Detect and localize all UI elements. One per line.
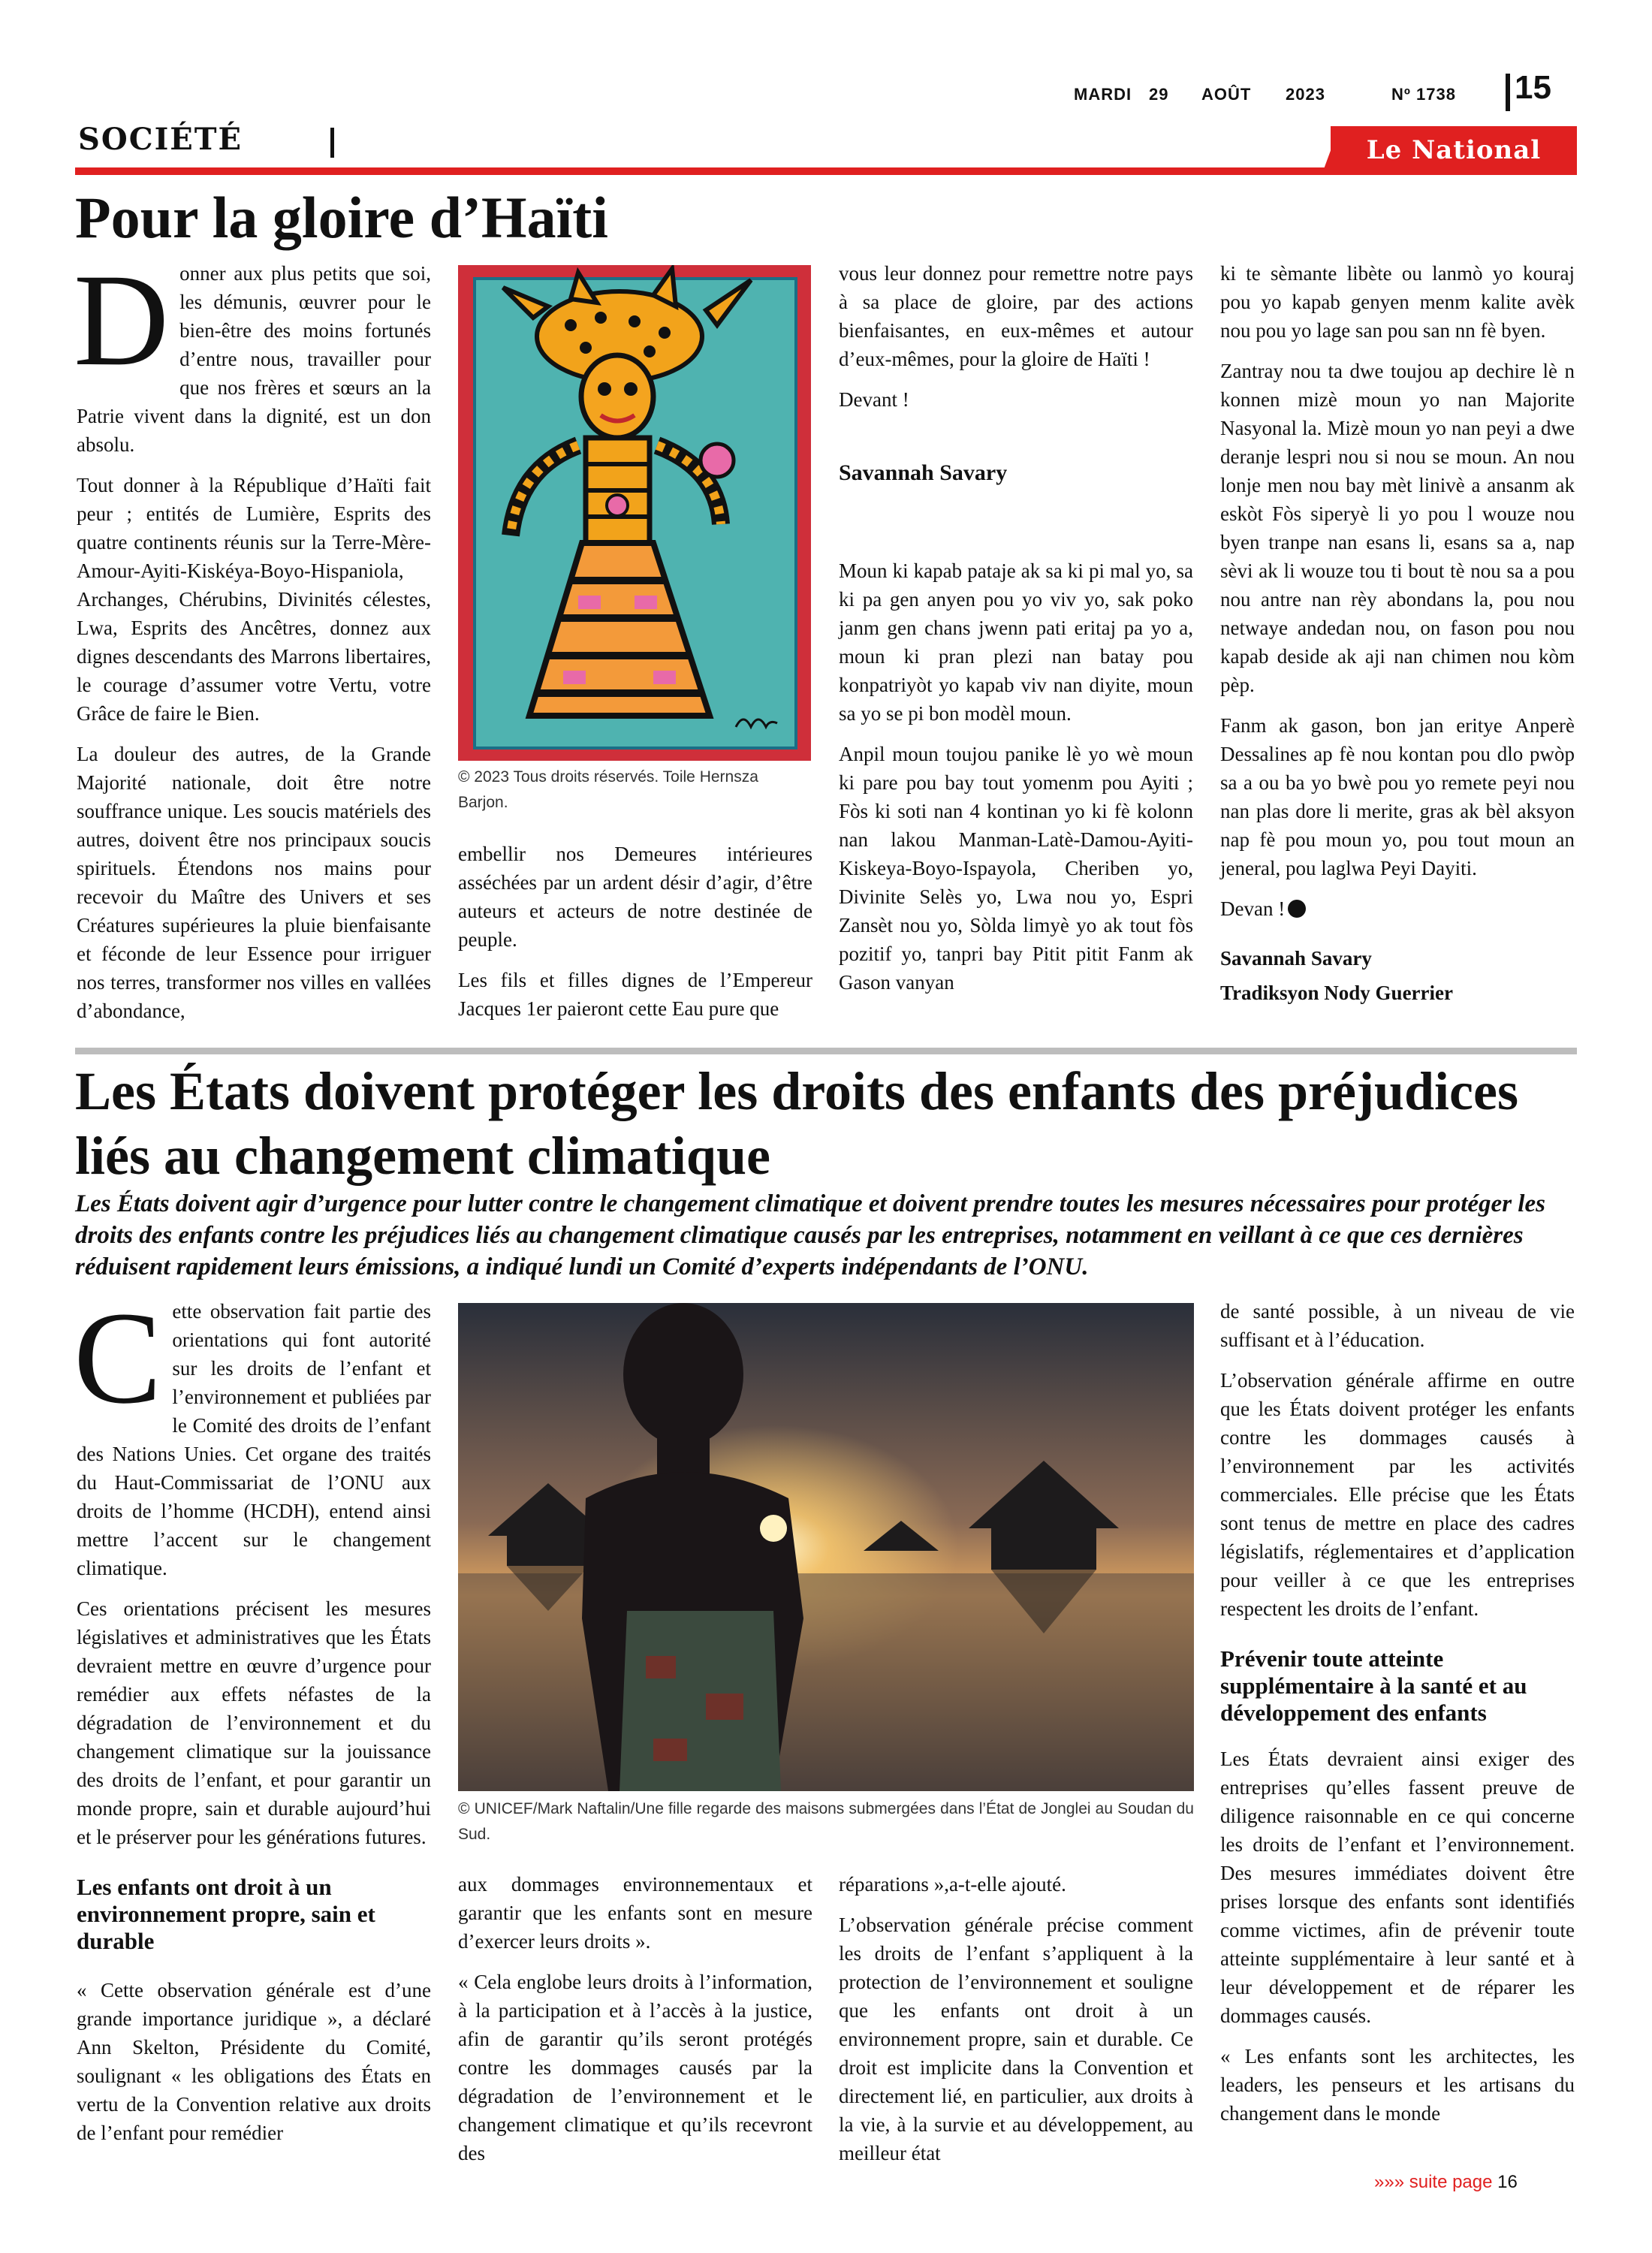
issue-date: 29	[1149, 85, 1169, 104]
article2-paragraph: Ces orientations précisent les mesures législatives et administratives que les États devraient mettre en œuvre d’urgence pour remédier aux effets néfastes de la dégradation de l’environnement et du changement climatique sur la jouissance des droits de l’enfant, et pour garantir un monde propre, sain et durable aujourd’hui et le préserver pour les générations futures.	[77, 1597, 431, 1848]
flood-photo-illustration	[458, 1303, 1194, 1791]
article1-paragraph: embellir nos Demeures intérieures asséchées par un ardent désir d’agir, d’être auteurs et acteurs de notre destinée de peuple.	[458, 843, 812, 951]
article2-para-text: ette observation fait partie des orientations qui font autorité sur les droits de l’enfant et l’environnement et publiées par le Comité des droits de l’enfant des Nations Unies. Cet organe des traités du Haut-Commissariat de l’ONU aux droits de l’homme (HCDH), entend ainsi mettre l’accent sur le changement climatique.	[77, 1300, 431, 1579]
painting-image	[458, 265, 811, 761]
section-divider	[330, 128, 334, 158]
issue-number: Nº 1738	[1391, 85, 1456, 104]
continuation-link[interactable]	[1374, 2172, 1518, 2193]
section-title: SOCIÉTÉ	[78, 122, 243, 157]
article1-author: Savannah Savary	[839, 460, 1008, 485]
end-mark-icon	[1288, 900, 1306, 918]
article1-end-paragraph	[1220, 894, 1575, 923]
article2-paragraph: « Cette observation générale est d’une grande importance juridique », a déclaré Ann Skelton, Présidente du Comité, soulignant « les obligations des États en vertu de la Convention relative aux droits de l’enfant pour remédier	[77, 1979, 431, 2144]
continuation-label: suite page	[1409, 2172, 1493, 2192]
page-number-divider	[1506, 74, 1510, 111]
article2-column-1	[74, 1285, 431, 2159]
article2-paragraph: « Cela englobe leurs droits à l’information, à la participation et à l’accès à la justice, afin de garantir qu’ils seront protégés contre les dommages causés par la dégradation de l’environnement et le changement climatique et qu’ils recevront des	[458, 1971, 812, 2164]
article1-column-2	[458, 840, 812, 1035]
article2-subheading-2: Prévenir toute atteinte supplémentaire à la santé et au développement des enfants	[1220, 1645, 1527, 1726]
article2-lede: Les États doivent agir d’urgence pour lutter contre le changement climatique et doivent prendre toutes les mesures nécessaires pour protéger les droits des enfants contre les préjudices liés au changement climatique causés par les entreprises, notamment en veillant à ce que ces dernières réduisent rapidement leurs émissions, a indiqué lundi un Comité d’experts indépendants de l’ONU.	[75, 1190, 1545, 1280]
article1-paragraph: vous leur donnez pour remettre notre pays à sa place de gloire, par des actions bienfaisantes, en eux-mêmes et autour d’eux-mêmes, pour la gloire de Haïti !	[839, 262, 1193, 370]
article1-paragraph: ki te sèmante libète ou lanmò yo kouraj pou yo kapab genyen menm kalite avèk nou pou yo lage san pou san nn fè byen.	[1220, 262, 1575, 342]
painting-caption: © 2023 Tous droits réservés. Toile Hernsza Barjon.	[458, 768, 758, 811]
painting-illustration	[458, 265, 811, 761]
article1-para-text: onner aux plus petits que soi, les démunis, œuvrer pour le bien-être des moins fortunés d’entre nous, travailler pour que nos frères et sœurs an la Patrie vivent dans la dignité, est un don absolu.	[77, 262, 431, 456]
article1-paragraph: Anpil moun toujou panike lè yo wè moun ki pare pou bay tout yomenm pou Ayiti ; Fòs ki soti nan 4 kontinan yo ki fè kolonn nan lakou Manman-Latè-Damou-Ayiti-Kiskeya-Boyo-Ispayola, Cheriben yo, Divinite Selès yo, Lwa nou yo, Espri Zansèt nou yo, Sòlda limyè yo ak tout fòs pozitif yo, tanpri bay Pitit pitit Fanm ak Gason vanyan	[839, 743, 1193, 994]
article2-paragraph: L’observation générale affirme en outre que les États doivent protéger les enfants contre les dommages causés à l’environnement par les activités commerciales. Elle précise que les États sont tenus de mettre en place des cadres législatifs, réglementaires et d’application pour veiller à ce que les entreprises respectent les droits de l’enfant.	[1220, 1369, 1575, 1620]
continuation-arrows-icon: »»»	[1374, 2172, 1405, 2192]
issue-month: AOÛT	[1201, 85, 1252, 104]
photo-caption: © UNICEF/Mark Naftalin/Une fille regarde des maisons submergées dans l’État de Jonglei au Soudan du Sud.	[458, 1800, 1194, 1843]
article1-column-1	[74, 247, 431, 1037]
article1-paragraph: Zantray nou ta dwe toujou ap dechire lè n konnen mizè moun yo nan Majorite Nasyonal la. Mizè moun yo nan peyi a dwe deranje lespri nou si nou se moun. An nou lonje men nou bay mèt linivè a ansanm ak eskòt Fòs siperyè li yo pou l wouze nou byen tranpe nan esans li, esans sa a, nap sèvi ak li wouze tou ti bout tè nou sa a pou nou antre nan rèy abondans la, pou nou netwaye andedan nou, on fason pou nou kapab deside ak aji nan chimen nou kòm pèp.	[1220, 360, 1575, 696]
article1-paragraph: Tout donner à la République d’Haïti fait peur ; entités de Lumière, Esprits des quatre continents réunis sur la Terre-Mère-Amour-Ayiti-Kiskéya-Boyo-Hispaniola, Archanges, Chérubins, Divinités célestes, Lwa, Esprits des Ancêtres, donnez aux dignes descendants des Marrons libertaires, le courage d’assumer votre Vertu, votre Grâce de faire le Bien.	[77, 474, 431, 725]
article1-para-text: Devan !	[1220, 897, 1286, 920]
article2-paragraph	[74, 1285, 431, 1582]
article1-signature-translator: Tradiksyon Nody Guerrier	[1220, 982, 1453, 1004]
article2-dropcap: C	[74, 1285, 162, 1431]
article2-column-2	[458, 1870, 812, 2179]
article2-column-3	[839, 1870, 1193, 2179]
publication-logo: Le National	[1331, 126, 1577, 175]
flood-photo	[458, 1303, 1194, 1791]
article2-paragraph: de santé possible, à un niveau de vie suffisant et à l’éducation.	[1220, 1300, 1575, 1351]
issue-day: MARDI	[1074, 85, 1132, 104]
article1-paragraph: La douleur des autres, de la Grande Majorité nationale, doit être notre souffrance unique. Les soucis matériels des autres, doivent être nos principaux soucis spirituels. Étendons nos mains pour recevoir du Maître des Univers et ses Créatures supérieures la pluie bienfaisante et féconde de leur Essence pour irriguer nos terres, transformer nos villes en vallées d’abondance,	[77, 743, 431, 1022]
article2-title: Les États doivent protéger les droits des enfants des préjudices liés au changement climatique	[75, 1061, 1518, 1186]
article2-subheading-1: Les enfants ont droit à un environnement propre, sain et durable	[77, 1874, 375, 1954]
article1-column-3	[839, 259, 1193, 1009]
article2-paragraph: réparations »,a-t-elle ajouté.	[839, 1873, 1066, 1896]
article2-paragraph: « Les enfants sont les architectes, les leaders, les penseurs et les artisans du changement dans le monde	[1220, 2045, 1575, 2125]
article2-paragraph: aux dommages environnementaux et garantir que les enfants sont en mesure d’exercer leurs droits ».	[458, 1873, 812, 1953]
article-divider	[75, 1048, 1577, 1054]
article1-paragraph: Moun ki kapab pataje ak sa ki pi mal yo, sa ki pa gen anyen pou yo viv yo, sak poko janm gen chans jwenn pati eritaj pa yo a, moun ki pran plezi nan batay pou konpatriyòt yo kapab viv nan diyite, moun sa yo se pi bon modèl moun.	[839, 559, 1193, 725]
article2-paragraph: L’observation générale précise comment les droits de l’enfant s’appliquent à la protection de l’environnement et souligne que les enfants ont droit à un environnement propre, sain et durable. Ce droit est implicite dans la Convention et directement lié, en particulier, aux droits à la vie, à la survie et au développement, au meilleur état	[839, 1914, 1193, 2164]
article2-paragraph: Les États devraient ainsi exiger des entreprises qu’elles fassent preuve de diligence raisonnable en ce qui concerne les droits de l’enfant et l’environnement. Des mesures immédiates doivent être prises lorsque des enfants sont identifiés comme victimes, afin de prévenir toute atteinte supplémentaire à leur santé et à leur développement et de réparer les dommages causés.	[1220, 1748, 1575, 2027]
page-number: 15	[1515, 69, 1551, 106]
article1-paragraph	[74, 247, 431, 459]
article1-paragraph: Les fils et filles dignes de l’Empereur Jacques 1er paieront cette Eau pure que	[458, 969, 812, 1020]
article2-column-4	[1220, 1297, 1575, 2140]
article1-column-4	[1220, 259, 1575, 1007]
article1-dropcap: D	[74, 247, 170, 394]
continuation-page: 16	[1497, 2172, 1518, 2192]
article1-paragraph: Fanm ak gason, bon jan erityе Anperè Dessalines ap fè nou kontan pou dlo pwòp sa a ou ba yo bwè pou yo remete peyi nou nan plas dore li merite, gras ak bèl aksyon nap fè pou moun yo, pou tout moun an jeneral, pou laglwa Peyi Dayiti.	[1220, 714, 1575, 879]
article1-signature-author: Savannah Savary	[1220, 947, 1372, 970]
article1-title: Pour la gloire d’Haïti	[75, 185, 608, 250]
issue-year: 2023	[1286, 85, 1325, 104]
article1-paragraph: Devant !	[839, 388, 909, 411]
